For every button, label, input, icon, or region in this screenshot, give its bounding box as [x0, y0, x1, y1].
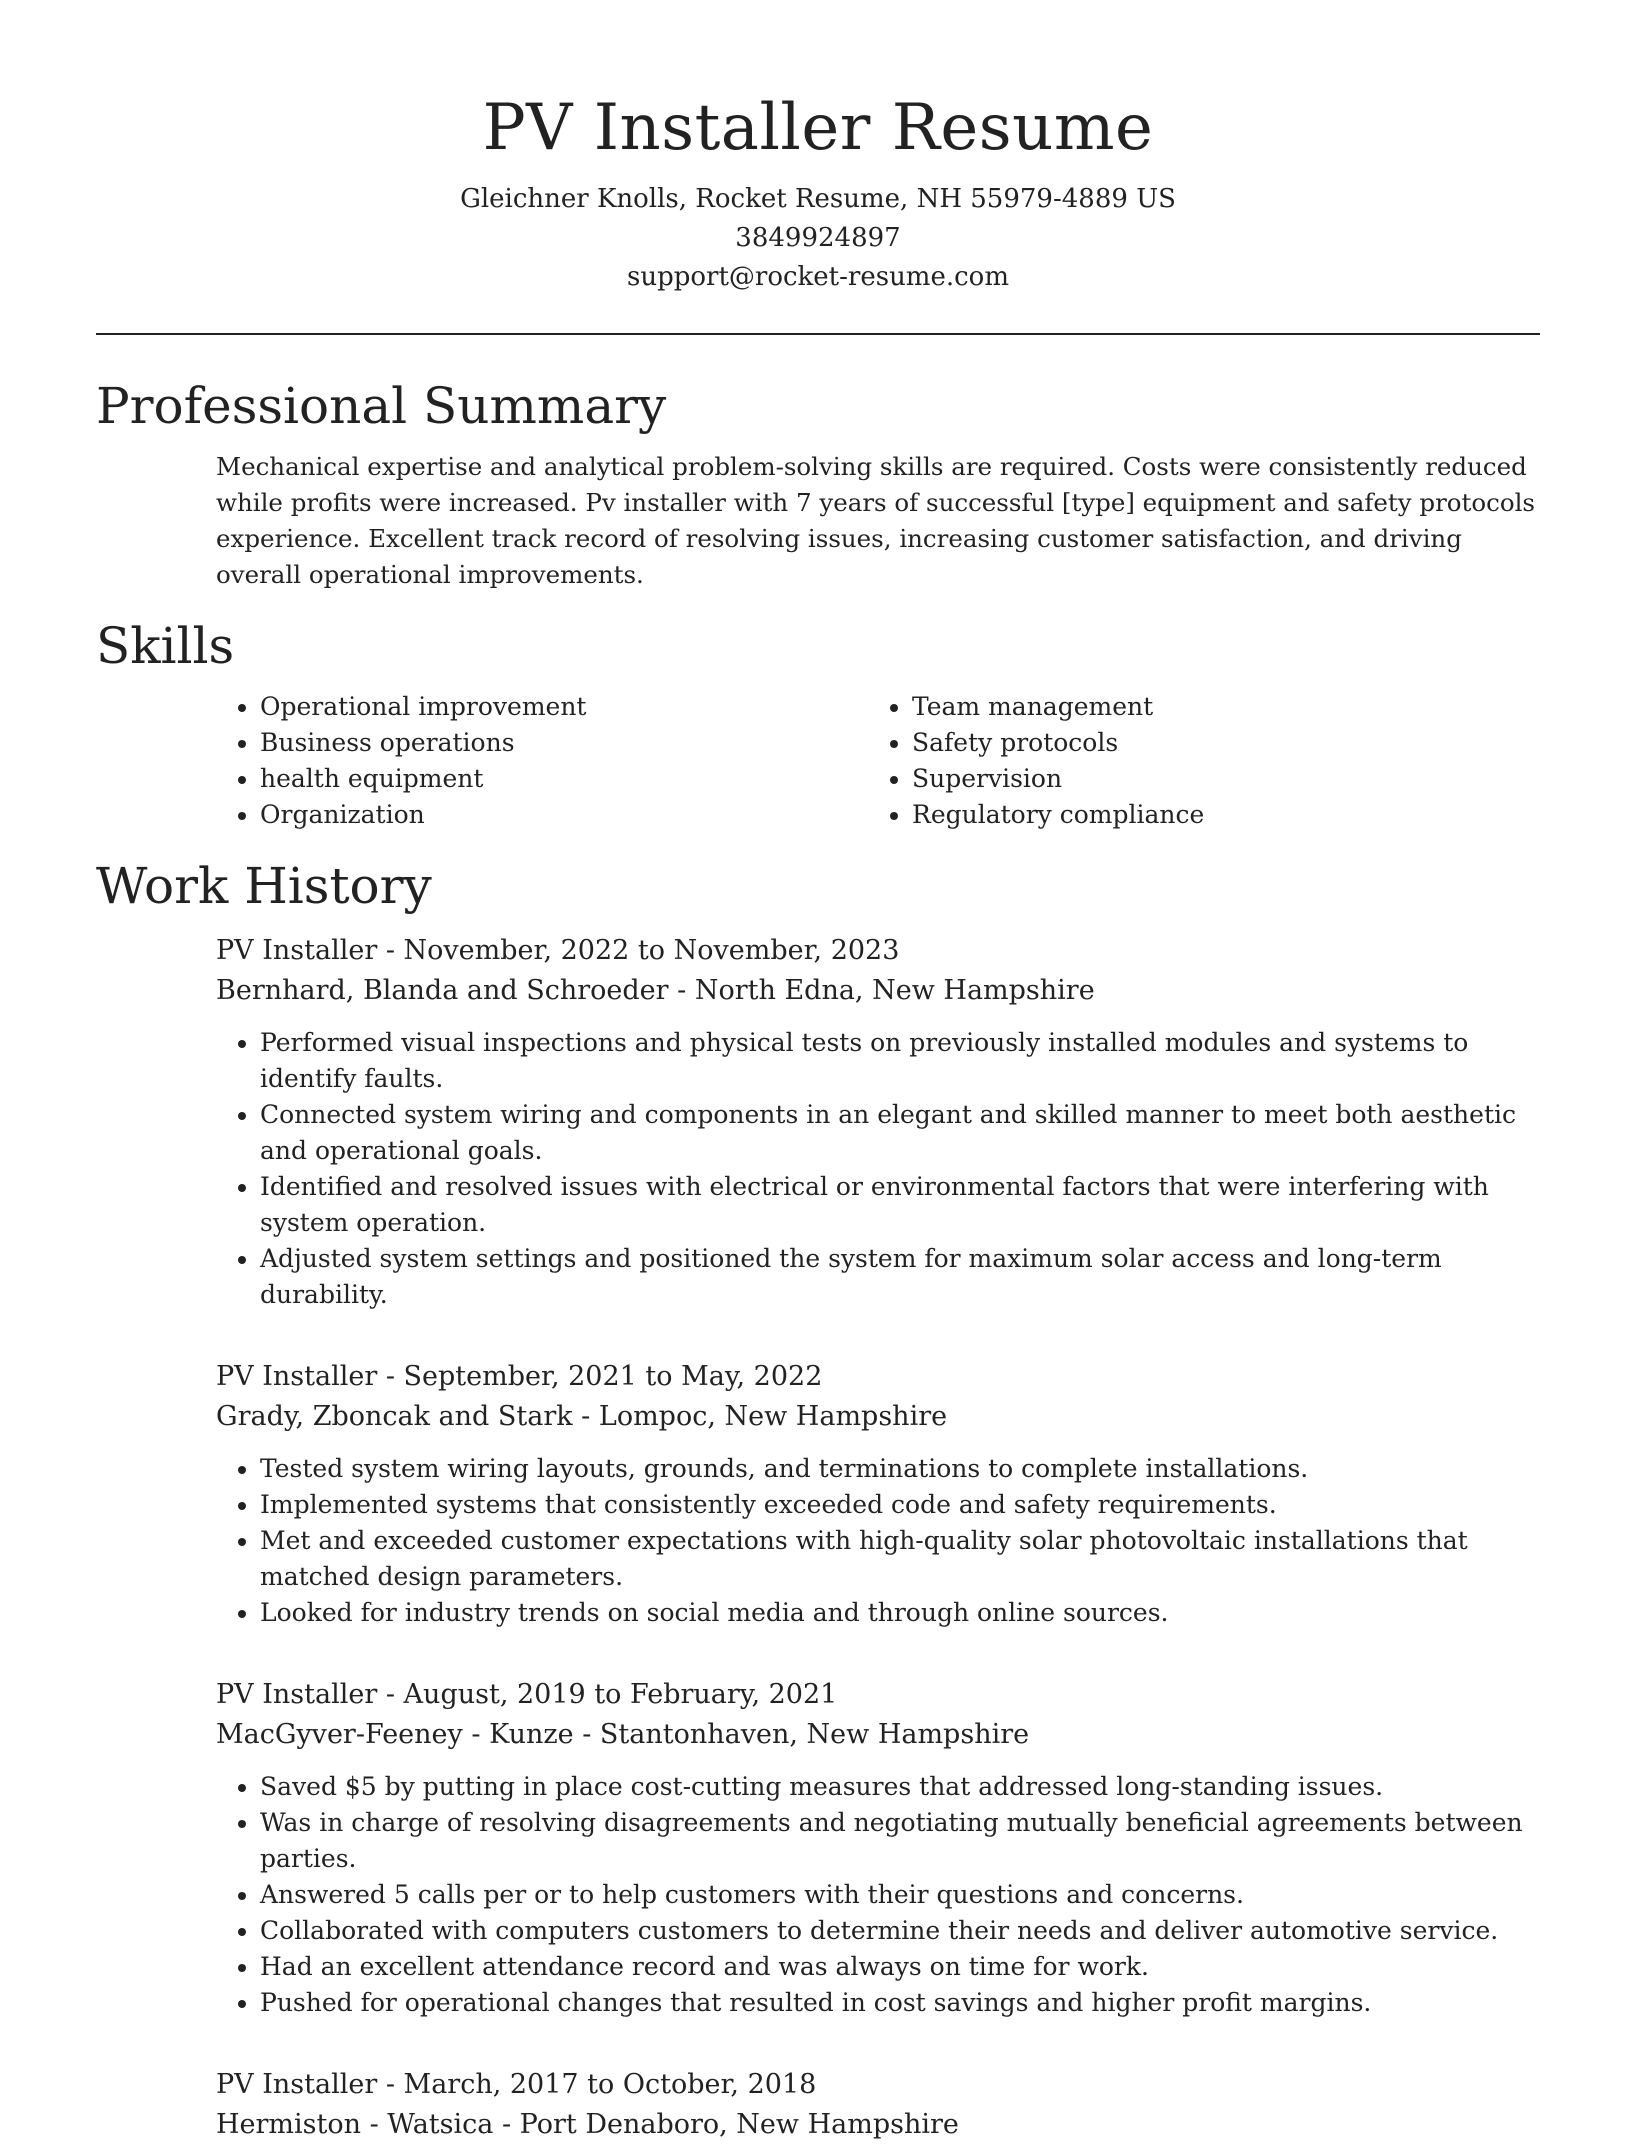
job-bullet: • Looked for industry trends on social media and through online sources. — [260, 1595, 1540, 1631]
work-history-section — [96, 855, 1540, 2145]
job-entry — [216, 2065, 1540, 2145]
summary-text: Mechanical expertise and analytical problem-solving skills are required. Costs were consistently reduced while profits were increased. Pv installer with 7 years of successful [type] equipment and safety protocols experience. Excellent track record of resolving issues, increasing customer satisfaction, and driving overall operational improvements. — [216, 452, 1536, 589]
skill-item: • Supervision — [912, 761, 1520, 797]
job-entry — [216, 1357, 1540, 1631]
job-entry — [216, 931, 1540, 1313]
skill-item: • Operational improvement — [260, 689, 868, 725]
job-bullet: • Identified and resolved issues with electrical or environmental factors that were interfering with system operation. — [260, 1169, 1540, 1241]
job-bullet: • Adjusted system settings and positioned the system for maximum solar access and long-term durability. — [260, 1241, 1540, 1313]
resume-title: PV Installer Resume — [482, 91, 1154, 165]
job-bullet: • Saved $5 by putting in place cost-cutting measures that addressed long-standing issues. — [260, 1769, 1540, 1805]
job-bullet-list — [216, 1769, 1540, 2021]
skills-section — [96, 615, 1540, 833]
work-history-heading: Work History — [96, 857, 432, 915]
skills-heading: Skills — [96, 617, 235, 675]
skill-item: • Organization — [260, 797, 868, 833]
job-bullet: • Collaborated with computers customers to determine their needs and deliver automotive service. — [260, 1913, 1540, 1949]
job-bullet: • Performed visual inspections and physical tests on previously installed modules and systems to identify faults. — [260, 1025, 1540, 1097]
contact-address: Gleichner Knolls, Rocket Resume, NH 55979-4889 US — [460, 184, 1176, 214]
skill-item: • Safety protocols — [912, 725, 1520, 761]
job-company-location: Grady, Zboncak and Stark - Lompoc, New Hampshire — [216, 1401, 948, 1432]
job-role-dates: PV Installer - September, 2021 to May, 2022 — [216, 1361, 823, 1392]
skills-right-column — [868, 689, 1520, 833]
job-bullet: • Was in charge of resolving disagreements and negotiating mutually beneficial agreements between parties. — [260, 1805, 1540, 1877]
job-bullet: • Had an excellent attendance record and was always on time for work. — [260, 1949, 1540, 1985]
skills-columns — [216, 689, 1540, 833]
job-bullet: • Connected system wiring and components in an elegant and skilled manner to meet both aesthetic and operational goals. — [260, 1097, 1540, 1169]
job-role-dates: PV Installer - March, 2017 to October, 2018 — [216, 2069, 817, 2100]
job-entry — [216, 1675, 1540, 2021]
contact-email: support@rocket-resume.com — [626, 262, 1009, 292]
job-role-dates: PV Installer - August, 2019 to February, 2021 — [216, 1679, 838, 1710]
resume-page — [96, 0, 1540, 2145]
job-bullet: • Met and exceeded customer expectations with high-quality solar photovoltaic installations that matched design parameters. — [260, 1523, 1540, 1595]
skill-item: • Team management — [912, 689, 1520, 725]
header-divider — [96, 333, 1540, 335]
contact-block — [96, 180, 1540, 297]
job-company-location: Bernhard, Blanda and Schroeder - North Edna, New Hampshire — [216, 975, 1095, 1006]
skill-item: • Regulatory compliance — [912, 797, 1520, 833]
job-company-location: MacGyver-Feeney - Kunze - Stantonhaven, New Hampshire — [216, 1719, 1030, 1750]
skills-left-column — [216, 689, 868, 833]
summary-heading: Professional Summary — [96, 377, 667, 435]
job-bullet: • Answered 5 calls per or to help customers with their questions and concerns. — [260, 1877, 1540, 1913]
job-role-dates: PV Installer - November, 2022 to November, 2023 — [216, 935, 900, 966]
job-bullet-list — [216, 1451, 1540, 1631]
job-bullet: • Tested system wiring layouts, grounds, and terminations to complete installations. — [260, 1451, 1540, 1487]
job-bullet-list — [216, 1025, 1540, 1313]
summary-section — [96, 375, 1540, 593]
job-bullet: • Pushed for operational changes that resulted in cost savings and higher profit margins. — [260, 1985, 1540, 2021]
resume-header — [96, 0, 1540, 297]
contact-phone: 3849924897 — [735, 223, 901, 253]
job-bullet: • Implemented systems that consistently exceeded code and safety requirements. — [260, 1487, 1540, 1523]
job-company-location: Hermiston - Watsica - Port Denaboro, New Hampshire — [216, 2109, 959, 2140]
skill-item: • health equipment — [260, 761, 868, 797]
skill-item: • Business operations — [260, 725, 868, 761]
